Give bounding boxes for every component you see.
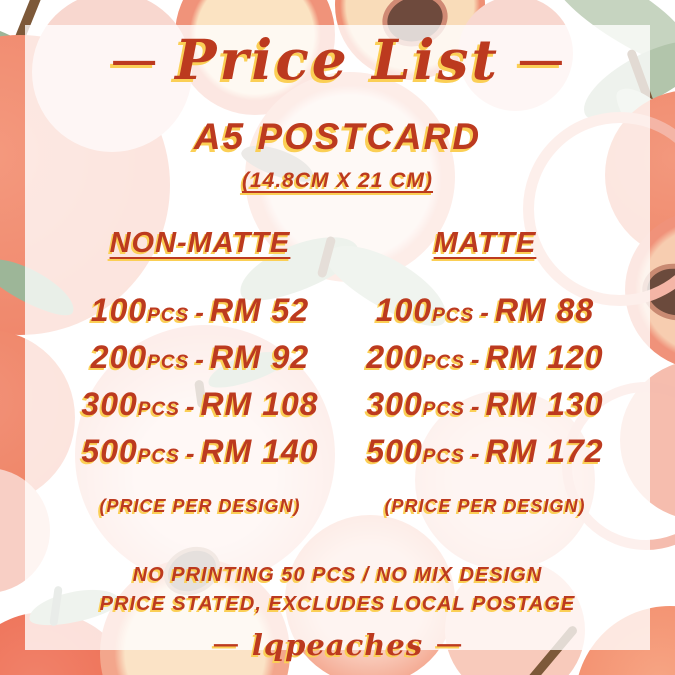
signature-row — [0, 628, 675, 662]
price: RM 120 — [485, 339, 604, 375]
price-per-design-note: (PRICE PER DESIGN) — [99, 496, 301, 516]
price: RM 130 — [485, 386, 604, 422]
separator: - — [185, 438, 195, 468]
price-row — [55, 431, 345, 478]
matte-column — [340, 226, 630, 517]
column-header: NON-MATTE — [109, 227, 291, 259]
product-name: A5 POSTCARD — [193, 116, 482, 157]
product-dimensions: (14.8CM X 21 CM) — [241, 169, 434, 192]
price-row — [55, 337, 345, 384]
price: RM 172 — [485, 433, 604, 469]
quantity: 500 — [81, 433, 138, 469]
separator: - — [470, 438, 480, 468]
separator: - — [480, 297, 489, 327]
unit: PCS — [422, 352, 465, 373]
quantity: 300 — [81, 386, 138, 422]
price-per-design-note: (PRICE PER DESIGN) — [384, 496, 586, 516]
signature-dash-right: — — [437, 631, 462, 658]
page-title-row — [0, 27, 675, 92]
separator: - — [185, 391, 195, 421]
price: RM 92 — [209, 339, 310, 375]
price-rows — [340, 290, 630, 478]
price-row — [340, 290, 630, 337]
price-row — [340, 384, 630, 431]
title-dash-left: — — [113, 36, 156, 84]
price-row — [340, 337, 630, 384]
footer-note-line1: NO PRINTING 50 PCS / NO MIX DESIGN — [132, 564, 543, 586]
price-rows — [55, 290, 345, 478]
price-row — [55, 290, 345, 337]
unit: PCS — [422, 446, 465, 467]
separator: - — [470, 391, 480, 421]
unit: PCS — [137, 399, 180, 420]
price: RM 140 — [200, 433, 319, 469]
unit: PCS — [432, 305, 475, 326]
quantity: 200 — [366, 339, 423, 375]
quantity: 100 — [375, 292, 433, 328]
column-header: MATTE — [433, 227, 537, 259]
price-row — [55, 384, 345, 431]
price: RM 108 — [200, 386, 319, 422]
separator: - — [195, 344, 204, 374]
unit: PCS — [137, 446, 180, 467]
price-row — [340, 431, 630, 478]
footer-notes — [0, 561, 675, 619]
quantity: 500 — [366, 433, 423, 469]
unit: PCS — [422, 399, 465, 420]
title-dash-right: — — [519, 36, 562, 84]
quantity: 200 — [90, 339, 148, 375]
unit: PCS — [147, 305, 190, 326]
quantity: 100 — [90, 292, 148, 328]
non-matte-column — [55, 226, 345, 517]
quantity: 300 — [366, 386, 423, 422]
footer-note-line2: PRICE STATED, EXCLUDES LOCAL POSTAGE — [99, 593, 576, 615]
separator: - — [195, 297, 204, 327]
signature-dash-left: — — [213, 631, 238, 658]
brand-signature: lqpeaches — [251, 628, 424, 662]
page-title: Price List — [175, 27, 500, 92]
unit: PCS — [147, 352, 190, 373]
price: RM 88 — [494, 292, 595, 328]
separator: - — [470, 344, 480, 374]
price: RM 52 — [209, 292, 310, 328]
